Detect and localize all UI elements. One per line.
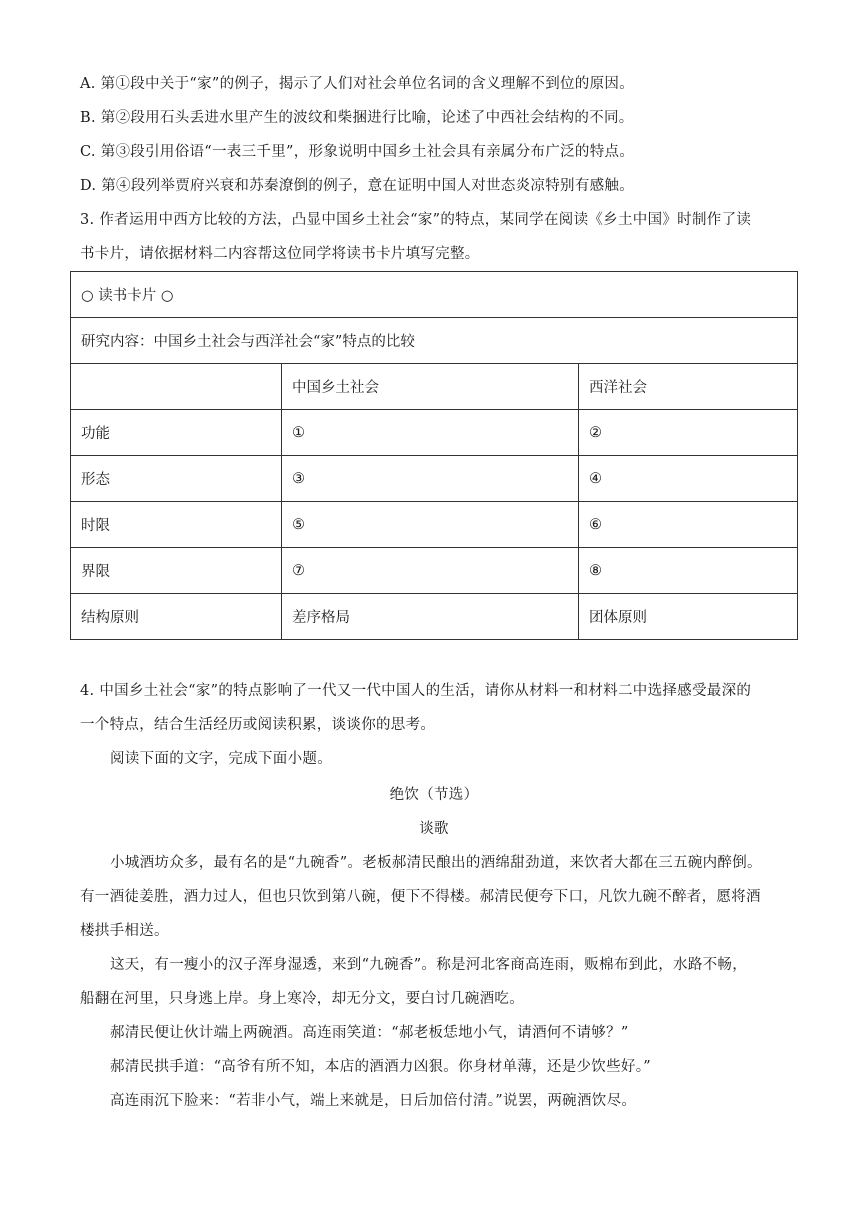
table-row — [71, 410, 798, 456]
row-label: 形态 — [71, 456, 282, 502]
option-b: B. 第②段用石头丢进水里产生的波纹和柴捆进行比喻，论述了中西社会结构的不同。 — [80, 110, 634, 126]
table-row — [71, 502, 798, 548]
cell-blank: ⑦ — [282, 548, 579, 594]
story-paragraph-line: 有一酒徒姜胜，酒力过人，但也只饮到第八碗，便下不得楼。郝清民便夸下口，凡饮九碗不醉者，愿将酒 — [80, 889, 761, 905]
reading-card-table — [70, 271, 798, 640]
cell-blank: ④ — [579, 456, 798, 502]
story-paragraph-line: 郝清民拱手道：“高爷有所不知，本店的酒酒力凶狠。你身材单薄，还是少饮些好。” — [110, 1059, 651, 1075]
header-cell-china: 中国乡土社会 — [282, 364, 579, 410]
story-title: 绝饮（节选） — [389, 787, 479, 803]
story-paragraph-line: 这天，有一瘦小的汉子浑身湿透，来到“九碗香”。称是河北客商高连雨，贩棉布到此，水路不畅， — [110, 957, 748, 973]
story-paragraph-line: 郝清民便让伙计端上两碗酒。高连雨笑道：“郝老板恁地小气，请酒何不请够？” — [110, 1025, 629, 1041]
question-4-line-1: 4. 中国乡土社会“家”的特点影响了一代又一代中国人的生活，请你从材料一和材料二中选择感受最深的 — [80, 683, 752, 699]
cell-blank: ② — [579, 410, 798, 456]
cell-blank: ⑥ — [579, 502, 798, 548]
table-row — [71, 548, 798, 594]
header-cell-empty — [71, 364, 282, 410]
story-paragraph-line: 船翻在河里，只身逃上岸。身上寒冷，却无分文，要白讨几碗酒吃。 — [80, 991, 524, 1007]
cell-blank: ⑤ — [282, 502, 579, 548]
row-label: 结构原则 — [71, 594, 282, 640]
story-paragraph-line: 高连雨沉下脸来：“若非小气，端上来就是，日后加倍付清。”说罢，两碗酒饮尽。 — [110, 1093, 637, 1109]
cell-value: 团体原则 — [579, 594, 798, 640]
cell-blank: ③ — [282, 456, 579, 502]
row-label: 功能 — [71, 410, 282, 456]
card-research-topic: 研究内容：中国乡土社会与西洋社会“家”特点的比较 — [71, 318, 798, 364]
row-label: 时限 — [71, 502, 282, 548]
table-row — [71, 456, 798, 502]
table-row — [71, 594, 798, 640]
cell-blank: ① — [282, 410, 579, 456]
question-3-line-2: 书卡片，请依据材料二内容帮这位同学将读书卡片填写完整。 — [80, 246, 480, 262]
cell-blank: ⑧ — [579, 548, 798, 594]
cell-value: 差序格局 — [282, 594, 579, 640]
option-d: D. 第④段列举贾府兴衰和苏秦潦倒的例子，意在证明中国人对世态炎凉特别有感触。 — [80, 178, 635, 194]
header-cell-west: 西洋社会 — [579, 364, 798, 410]
row-label: 界限 — [71, 548, 282, 594]
question-4-line-2: 一个特点，结合生活经历或阅读积累，谈谈你的思考。 — [80, 717, 436, 733]
table-header-row — [71, 364, 798, 410]
option-c: C. 第③段引用俗语“一表三千里”，形象说明中国乡土社会具有亲属分布广泛的特点。 — [80, 144, 635, 160]
story-author: 谈歌 — [419, 821, 449, 837]
story-paragraph-line: 楼拱手相送。 — [80, 923, 169, 939]
story-paragraph-line: 小城酒坊众多，最有名的是“九碗香”。老板郝清民酿出的酒绵甜劲道，来饮者大都在三五碗内醉倒。 — [110, 855, 762, 871]
option-a: A. 第①段中关于“家”的例子，揭示了人们对社会单位名词的含义理解不到位的原因。 — [80, 76, 635, 92]
card-title: ○ 读书卡片 ○ — [71, 272, 798, 318]
question-3-line-1: 3. 作者运用中西方比较的方法，凸显中国乡土社会“家”的特点，某同学在阅读《乡土中国》时制作了读 — [80, 212, 752, 228]
reading-instruction: 阅读下面的文字，完成下面小题。 — [110, 751, 332, 767]
